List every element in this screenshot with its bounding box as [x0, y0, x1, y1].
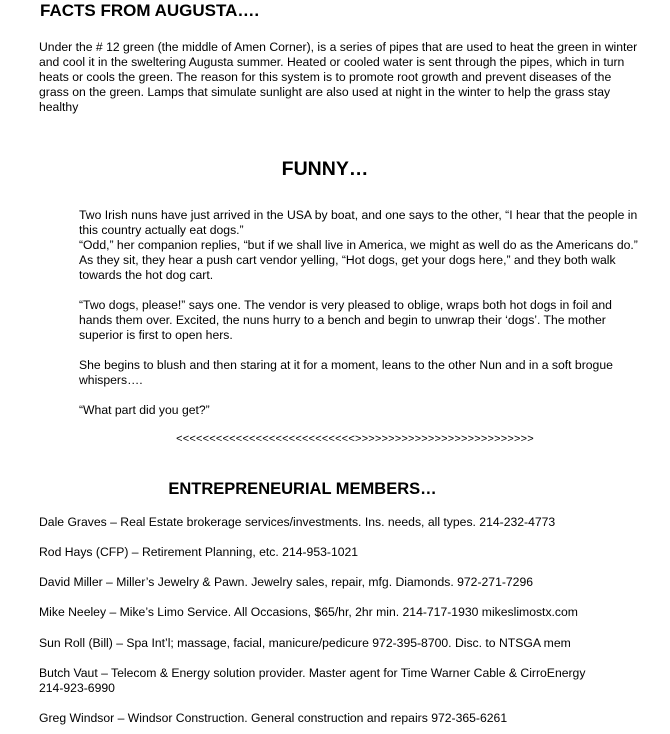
- member-entry: Sun Roll (Bill) – Spa Int’l; massage, facial, manicure/pedicure 972-395-8700. Disc. to NTSGA mem: [39, 636, 571, 650]
- story-line: “Odd,” her companion replies, “but if we shall live in America, we might as well do as the Americans do.” As they sit, they hear a push cart vendor yelling, “Hot dogs, get your dogs here,” and they both walk towards the hot dog cart.: [79, 238, 638, 282]
- member-entry: Rod Hays (CFP) – Retirement Planning, etc. 214-953-1021: [39, 545, 359, 559]
- facts-paragraph: Under the # 12 green (the middle of Amen Corner), is a series of pipes that are used to heat the green in winter and cool it in the sweltering Augusta summer. Heated or cooled water is sent through the pipes, which in turn heats or cools the green. The reason for this system is to promote root growth and prevent diseases of the grass on the green. Lamps that simulate sunlight are also used at night in the winter to help the grass stay healthy: [39, 40, 638, 114]
- members-heading: ENTREPRENEURIAL MEMBERS…: [168, 480, 437, 498]
- member-entry: Greg Windsor – Windsor Construction. General construction and repairs 972-365-6261: [39, 711, 508, 725]
- funny-story: [79, 208, 639, 418]
- member-entry: Dale Graves – Real Estate brokerage services/investments. Ins. needs, all types. 214-232-4773: [39, 515, 556, 529]
- story-line: She begins to blush and then staring at it for a moment, leans to the other Nun and in a soft brogue whispers….: [79, 358, 613, 387]
- funny-heading: FUNNY…: [281, 158, 369, 180]
- facts-heading: FACTS FROM AUGUSTA….: [40, 1, 260, 20]
- member-entry: David Miller – Miller’s Jewelry & Pawn. Jewelry sales, repair, mfg. Diamonds. 972-271-7296: [39, 575, 534, 589]
- section-divider: <<<<<<<<<<<<<<<<<<<<<<<<<<<>>>>>>>>>>>>>>>>>>>>>>>>>>>: [176, 433, 534, 445]
- story-line: “What part did you get?”: [79, 403, 210, 417]
- member-entry: Mike Neeley – Mike’s Limo Service. All Occasions, $65/hr, 2hr min. 214-717-1930 mikeslimostx.com: [39, 605, 578, 619]
- story-line: “Two dogs, please!” says one. The vendor is very pleased to oblige, wraps both hot dogs in foil and hands them over. Excited, the nuns hurry to a bench and begin to unwrap their ‘dogs’. The mother superior is first to open hers.: [79, 298, 612, 342]
- member-entry: Butch Vaut – Telecom & Energy solution provider. Master agent for Time Warner Cable & CirroEnergy 214-923-6990: [39, 666, 586, 695]
- story-line: Two Irish nuns have just arrived in the USA by boat, and one says to the other, “I hear that the people in this country actually eat dogs.”: [79, 208, 638, 237]
